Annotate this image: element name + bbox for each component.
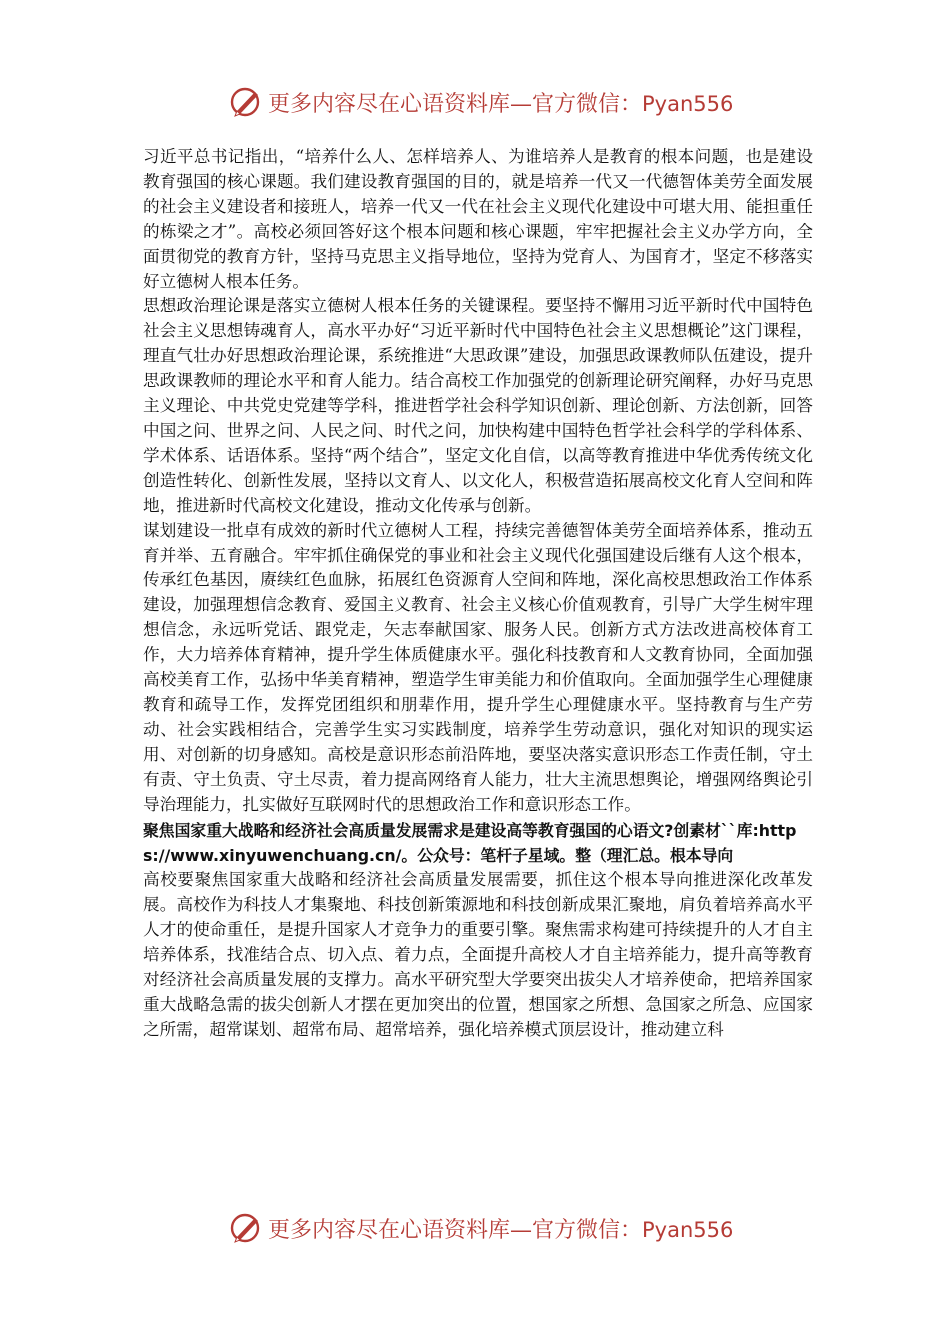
paragraph-2: 思想政治理论课是落实立德树人根本任务的关键课程。要坚持不懈用习近平新时代中国特色社会主义思想铸魂育人，高水平办好“习近平新时代中国特色社会主义思想概论”这门课程，理直气壮办好思想政治理论课，系统推进“大思政课”建设，加强思政课教师队伍建设，提升思政课教师的理论水平和育人能力。结合高校工作加强党的创新理论研究阐释，办好马克思主义理论、中共党史党建等学科，推进哲学社会科学知识创新、理论创新、方法创新，回答中国之问、世界之问、人民之问、时代之问，加快构建中国特色哲学社会科学的学科体系、学术体系、话语体系。坚持“两个结合”，坚定文化自信，以高等教育推进中华优秀传统文化创造性转化、创新性发展，坚持以文育人、以文化人，积极营造拓展高校文化育人空间和阵地，推进新时代高校文化建设，推动文化传承与创新。	[143, 296, 813, 515]
pen-logo-icon	[228, 1210, 264, 1246]
wechat-id: Pyan556	[642, 91, 734, 116]
paragraph-3: 谋划建设一批卓有成效的新时代立德树人工程，持续完善德智体美劳全面培养体系，推动五育并举、五育融合。牢牢抓住确保党的事业和社会主义现代化强国建设后继有人这个根本，传承红色基因，赓续红色血脉，拓展红色资源育人空间和阵地，深化高校思想政治工作体系建设，加强理想信念教育、爱国主义教育、社会主义核心价值观教育，引导广大学生树牢理想信念，永远听党话、跟党走，矢志奉献国家、服务人民。创新方式方法改进高校体育工作，大力培养体育精神，提升学生体质健康水平。强化科技教育和人文教育协同，全面加强高校美育工作，弘扬中华美育精神，塑造学生审美能力和价值取向。全面加强学生心理健康教育和疏导工作，发挥党团组织和朋辈作用，提升学生心理健康水平。坚持教育与生产劳动、社会实践相结合，完善学生实习实践制度，培养学生劳动意识，强化对知识的现实运用、对创新的切身感知。高校是意识形态前沿阵地，要坚决落实意识形态工作责任制，守土有责、守土负责、守土尽责，着力提高网络育人能力，壮大主流思想舆论，增强网络舆论引导治理能力，扎实做好互联网时代的思想政治工作和意识形态工作。	[143, 520, 813, 814]
pen-logo-icon	[228, 84, 264, 120]
footer-watermark	[0, 1208, 950, 1248]
watermark-text: 更多内容尽在心语资料库—官方微信：Pyan556	[268, 91, 734, 117]
article-body	[143, 145, 813, 1043]
header-watermark	[0, 82, 950, 122]
wechat-id: Pyan556	[642, 1217, 734, 1242]
paragraph-1: 习近平总书记指出，“培养什么人、怎样培养人、为谁培养人是教育的根本问题，也是建设教育强国的核心课题。我们建设教育强国的目的，就是培养一代又一代德智体美劳全面发展的社会主义建设者和接班人，培养一代又一代在社会主义现代化建设中可堪大用、能担重任的栋梁之才”。高校必须回答好这个根本问题和核心课题，牢牢把握社会主义办学方向，全面贯彻党的教育方针，坚持马克思主义指导地位，坚持为党育人、为国育才，坚定不移落实好立德树人根本任务。	[143, 147, 813, 291]
paragraph-4: 高校要聚焦国家重大战略和经济社会高质量发展需要，抓住这个根本导向推进深化改革发展。高校作为科技人才集聚地、科技创新策源地和科技创新成果汇聚地，肩负着培养高水平人才的使命重任，是提升国家人才竞争力的重要引擎。聚焦需求构建可持续提升的人才自主培养体系，找准结合点、切入点、着力点，全面提升高校人才自主培养能力，提升高等教育对经济社会高质量发展的支撑力。高水平研究型大学要突出拔尖人才培养使命，把培养国家重大战略急需的拔尖创新人才摆在更加突出的位置，想国家之所想、急国家之所急、应国家之所需，超常谋划、超常布局、超常培养，强化培养模式顶层设计，推动建立科	[143, 870, 813, 1039]
section-heading: 聚焦国家重大战略和经济社会高质量发展需求是建设高等教育强国的心语文?创素材``库:https://www.xinyuwenchuang.cn/。公众号：笔杆子星域。整（理汇总。根本导向	[143, 821, 797, 865]
watermark-text: 更多内容尽在心语资料库—官方微信：Pyan556	[268, 1217, 734, 1243]
